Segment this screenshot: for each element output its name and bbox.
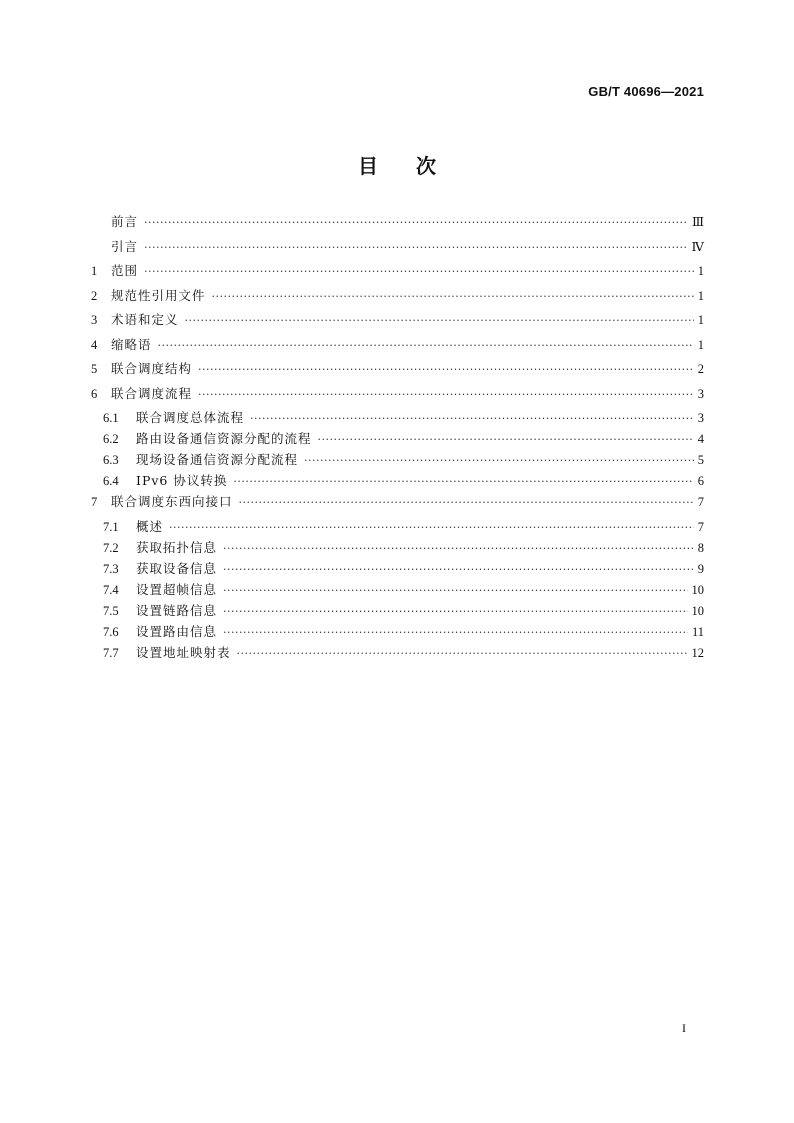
toc-entry-label: IPv6 协议转换 [136,473,228,488]
toc-entry-label: 获取拓扑信息 [136,539,218,555]
toc-entry-4[interactable] [91,338,704,363]
toc-entry-2[interactable] [91,289,704,314]
toc-entry-number: 5 [91,362,98,376]
toc-leader-dots [144,265,694,279]
toc-entry-number: 6.2 [103,432,119,446]
toc-entry-page: 2 [697,362,704,376]
toc-entry-number: 4 [91,337,98,352]
table-of-contents [91,215,704,667]
toc-entry-6-4[interactable] [91,474,704,495]
toc-entry-label: 设置地址映射表 [136,644,231,660]
toc-entry-label: 联合调度流程 [111,385,193,401]
toc-entry-number: 3 [91,313,98,327]
toc-leader-dots [212,290,694,304]
toc-entry-number: 6.4 [103,474,119,488]
toc-entry-6-2[interactable] [91,432,704,453]
toc-leader-dots [185,314,694,328]
toc-entry-page: 8 [697,540,704,555]
toc-entry-3[interactable] [91,313,704,338]
toc-entry-number: 2 [91,288,98,303]
toc-leader-dots [144,241,687,255]
toc-entry-label: 术语和定义 [111,312,179,327]
toc-entry-6[interactable] [91,387,704,412]
toc-leader-dots [223,563,694,577]
toc-entry-label: 前言 [111,214,139,229]
toc-entry-label: 概述 [136,518,164,534]
toc-entry-7-3[interactable] [91,562,704,583]
toc-entry-preface[interactable] [91,215,704,240]
toc-entry-label: 联合调度东西向接口 [111,494,233,509]
toc-entry-number: 7.3 [103,561,119,576]
toc-entry-number: 6 [91,386,98,401]
toc-leader-dots [237,647,688,661]
toc-entry-number: 7.5 [103,603,119,618]
toc-entry-page: 4 [697,432,704,446]
toc-entry-6-1[interactable] [91,411,704,432]
toc-entry-page: 10 [691,603,704,618]
toc-leader-dots [158,339,694,353]
toc-leader-dots [223,584,687,598]
toc-entry-page: 12 [691,645,704,660]
toc-entry-label: 缩略语 [111,336,152,352]
toc-entry-number: 7.1 [103,519,119,534]
toc-entry-number: 6.1 [103,411,119,425]
toc-entry-number: 7.7 [103,645,119,660]
page-number: I [682,1021,686,1035]
toc-leader-dots [223,542,694,556]
toc-entry-page: 1 [697,313,704,327]
toc-leader-dots [223,626,688,640]
toc-entry-7-2[interactable] [91,541,704,562]
toc-entry-page: 3 [697,386,704,401]
toc-entry-number: 7.2 [103,540,119,555]
toc-leader-dots [198,388,694,402]
toc-leader-dots [144,216,688,230]
toc-entry-page: 3 [697,411,704,425]
toc-entry-label: 设置超帧信息 [136,581,218,597]
toc-entry-page: Ⅳ [691,239,704,254]
toc-entry-label: 规范性引用文件 [111,287,206,303]
toc-entry-page: 10 [691,582,704,597]
toc-entry-7-5[interactable] [91,604,704,625]
toc-leader-dots [250,412,694,426]
toc-entry-page: 7 [697,519,704,534]
toc-entry-number: 7.4 [103,582,119,597]
toc-entry-5[interactable] [91,362,704,387]
toc-leader-dots [239,496,694,510]
toc-entry-label: 设置路由信息 [136,623,218,639]
toc-entry-number: 6.3 [103,453,119,467]
page-title: 目次 [358,154,474,178]
toc-entry-page: 11 [691,624,704,639]
toc-entry-1[interactable] [91,264,704,289]
toc-entry-label: 引言 [111,238,139,254]
toc-entry-7-7[interactable] [91,646,704,667]
toc-entry-7-4[interactable] [91,583,704,604]
toc-entry-page: 1 [697,264,704,278]
toc-entry-label: 现场设备通信资源分配流程 [136,452,299,467]
toc-entry-label: 联合调度结构 [111,361,193,376]
toc-entry-label: 设置链路信息 [136,602,218,618]
toc-entry-7[interactable] [91,495,704,520]
toc-entry-introduction[interactable] [91,240,704,265]
toc-entry-label: 范围 [111,263,139,278]
toc-entry-page: 9 [697,561,704,576]
toc-entry-page: 5 [697,453,704,467]
toc-entry-7-1[interactable] [91,520,704,541]
toc-entry-7-6[interactable] [91,625,704,646]
toc-leader-dots [233,475,693,489]
toc-entry-number: 7 [91,495,98,509]
toc-entry-number: 1 [91,264,98,278]
standard-code: GB/T 40696—2021 [588,84,704,99]
toc-leader-dots [304,454,694,468]
toc-entry-label: 获取设备信息 [136,560,218,576]
toc-entry-page: 1 [697,288,704,303]
toc-entry-page: Ⅲ [691,215,704,229]
toc-entry-label: 路由设备通信资源分配的流程 [136,431,312,446]
toc-entry-page: 1 [697,337,704,352]
toc-leader-dots [169,521,694,535]
toc-entry-label: 联合调度总体流程 [136,410,245,425]
toc-leader-dots [318,433,694,447]
toc-leader-dots [223,605,687,619]
toc-entry-number: 7.6 [103,624,119,639]
toc-entry-6-3[interactable] [91,453,704,474]
toc-entry-page: 7 [697,495,704,509]
toc-entry-page: 6 [697,474,704,488]
toc-leader-dots [198,363,694,377]
